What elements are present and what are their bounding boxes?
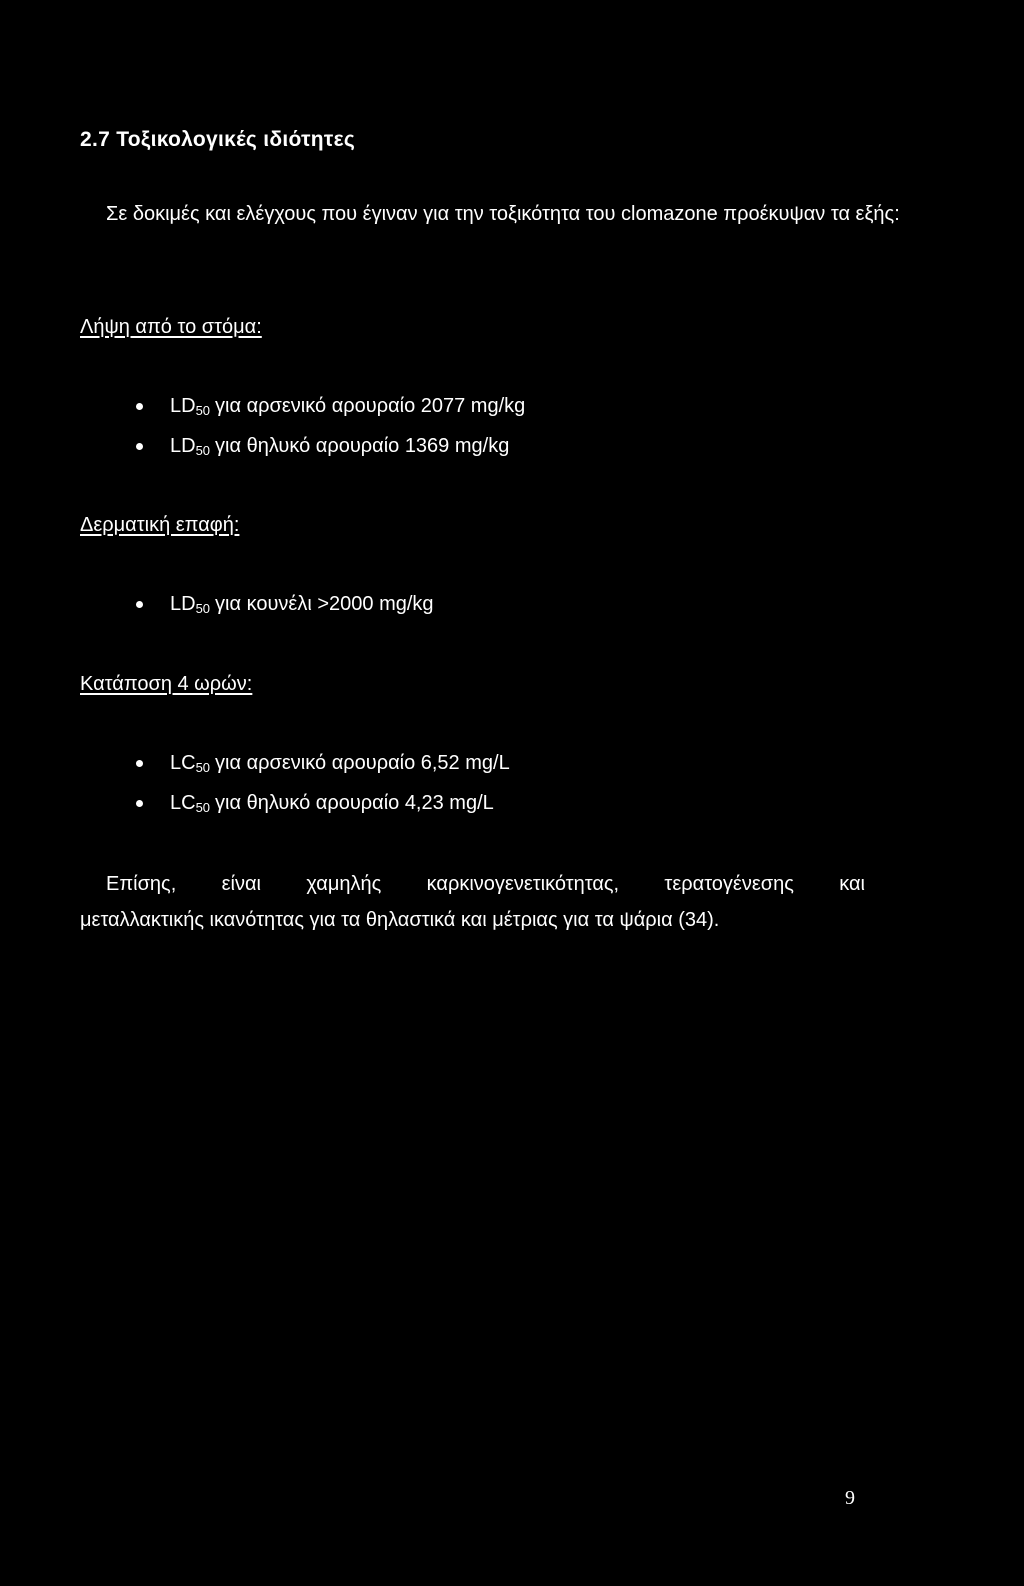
inhalation-list: [130, 743, 510, 823]
inhalation-section-title: Κατάποση 4 ωρών:: [80, 673, 253, 695]
closing-line-2: μεταλλακτικής ικανότητας για τα θηλαστικά και μέτριας για τα ψάρια (34).: [80, 909, 720, 931]
bullet-icon: [136, 403, 143, 410]
list-item: [130, 783, 510, 823]
metric: LD: [170, 593, 196, 615]
page-number: 9: [845, 1487, 855, 1509]
list-item: [130, 386, 525, 426]
item-text: για θηλυκό αρουραίο 1369 mg/kg: [215, 435, 510, 457]
list-item: [130, 584, 434, 624]
metric-subscript: 50: [195, 403, 211, 418]
list-item: [130, 743, 510, 783]
metric-subscript: 50: [195, 443, 211, 458]
metric-subscript: 50: [195, 800, 211, 815]
metric: LC: [170, 792, 196, 814]
item-text: για θηλυκό αρουραίο 4,23 mg/L: [215, 792, 494, 814]
item-text: για κουνέλι >2000 mg/kg: [215, 593, 434, 615]
closing-paragraph: [80, 866, 865, 938]
closing-line-1: Επίσης, είναι χαμηλής καρκινογενετικότητας, τερατογένεσης και: [106, 873, 865, 895]
metric-subscript: 50: [195, 601, 211, 616]
bullet-icon: [136, 760, 143, 767]
oral-list: [130, 386, 525, 466]
bullet-icon: [136, 601, 143, 608]
oral-section-title: Λήψη από το στόμα:: [80, 316, 262, 338]
list-item: [130, 426, 525, 466]
item-text: για αρσενικό αρουραίο 6,52 mg/L: [215, 752, 510, 774]
intro-paragraph: Σε δοκιμές και ελέγχους που έγιναν για την τοξικότητα του clomazone προέκυψαν τα εξής:: [106, 203, 900, 225]
item-text: για αρσενικό αρουραίο 2077 mg/kg: [215, 395, 526, 417]
metric: LC: [170, 752, 196, 774]
metric: LD: [170, 395, 196, 417]
metric-subscript: 50: [195, 760, 211, 775]
dermal-section-title: Δερματική επαφή:: [80, 514, 240, 536]
metric: LD: [170, 435, 196, 457]
dermal-list: [130, 584, 434, 624]
bullet-icon: [136, 800, 143, 807]
section-heading: 2.7 Τοξικολογικές ιδιότητες: [80, 128, 356, 151]
bullet-icon: [136, 443, 143, 450]
